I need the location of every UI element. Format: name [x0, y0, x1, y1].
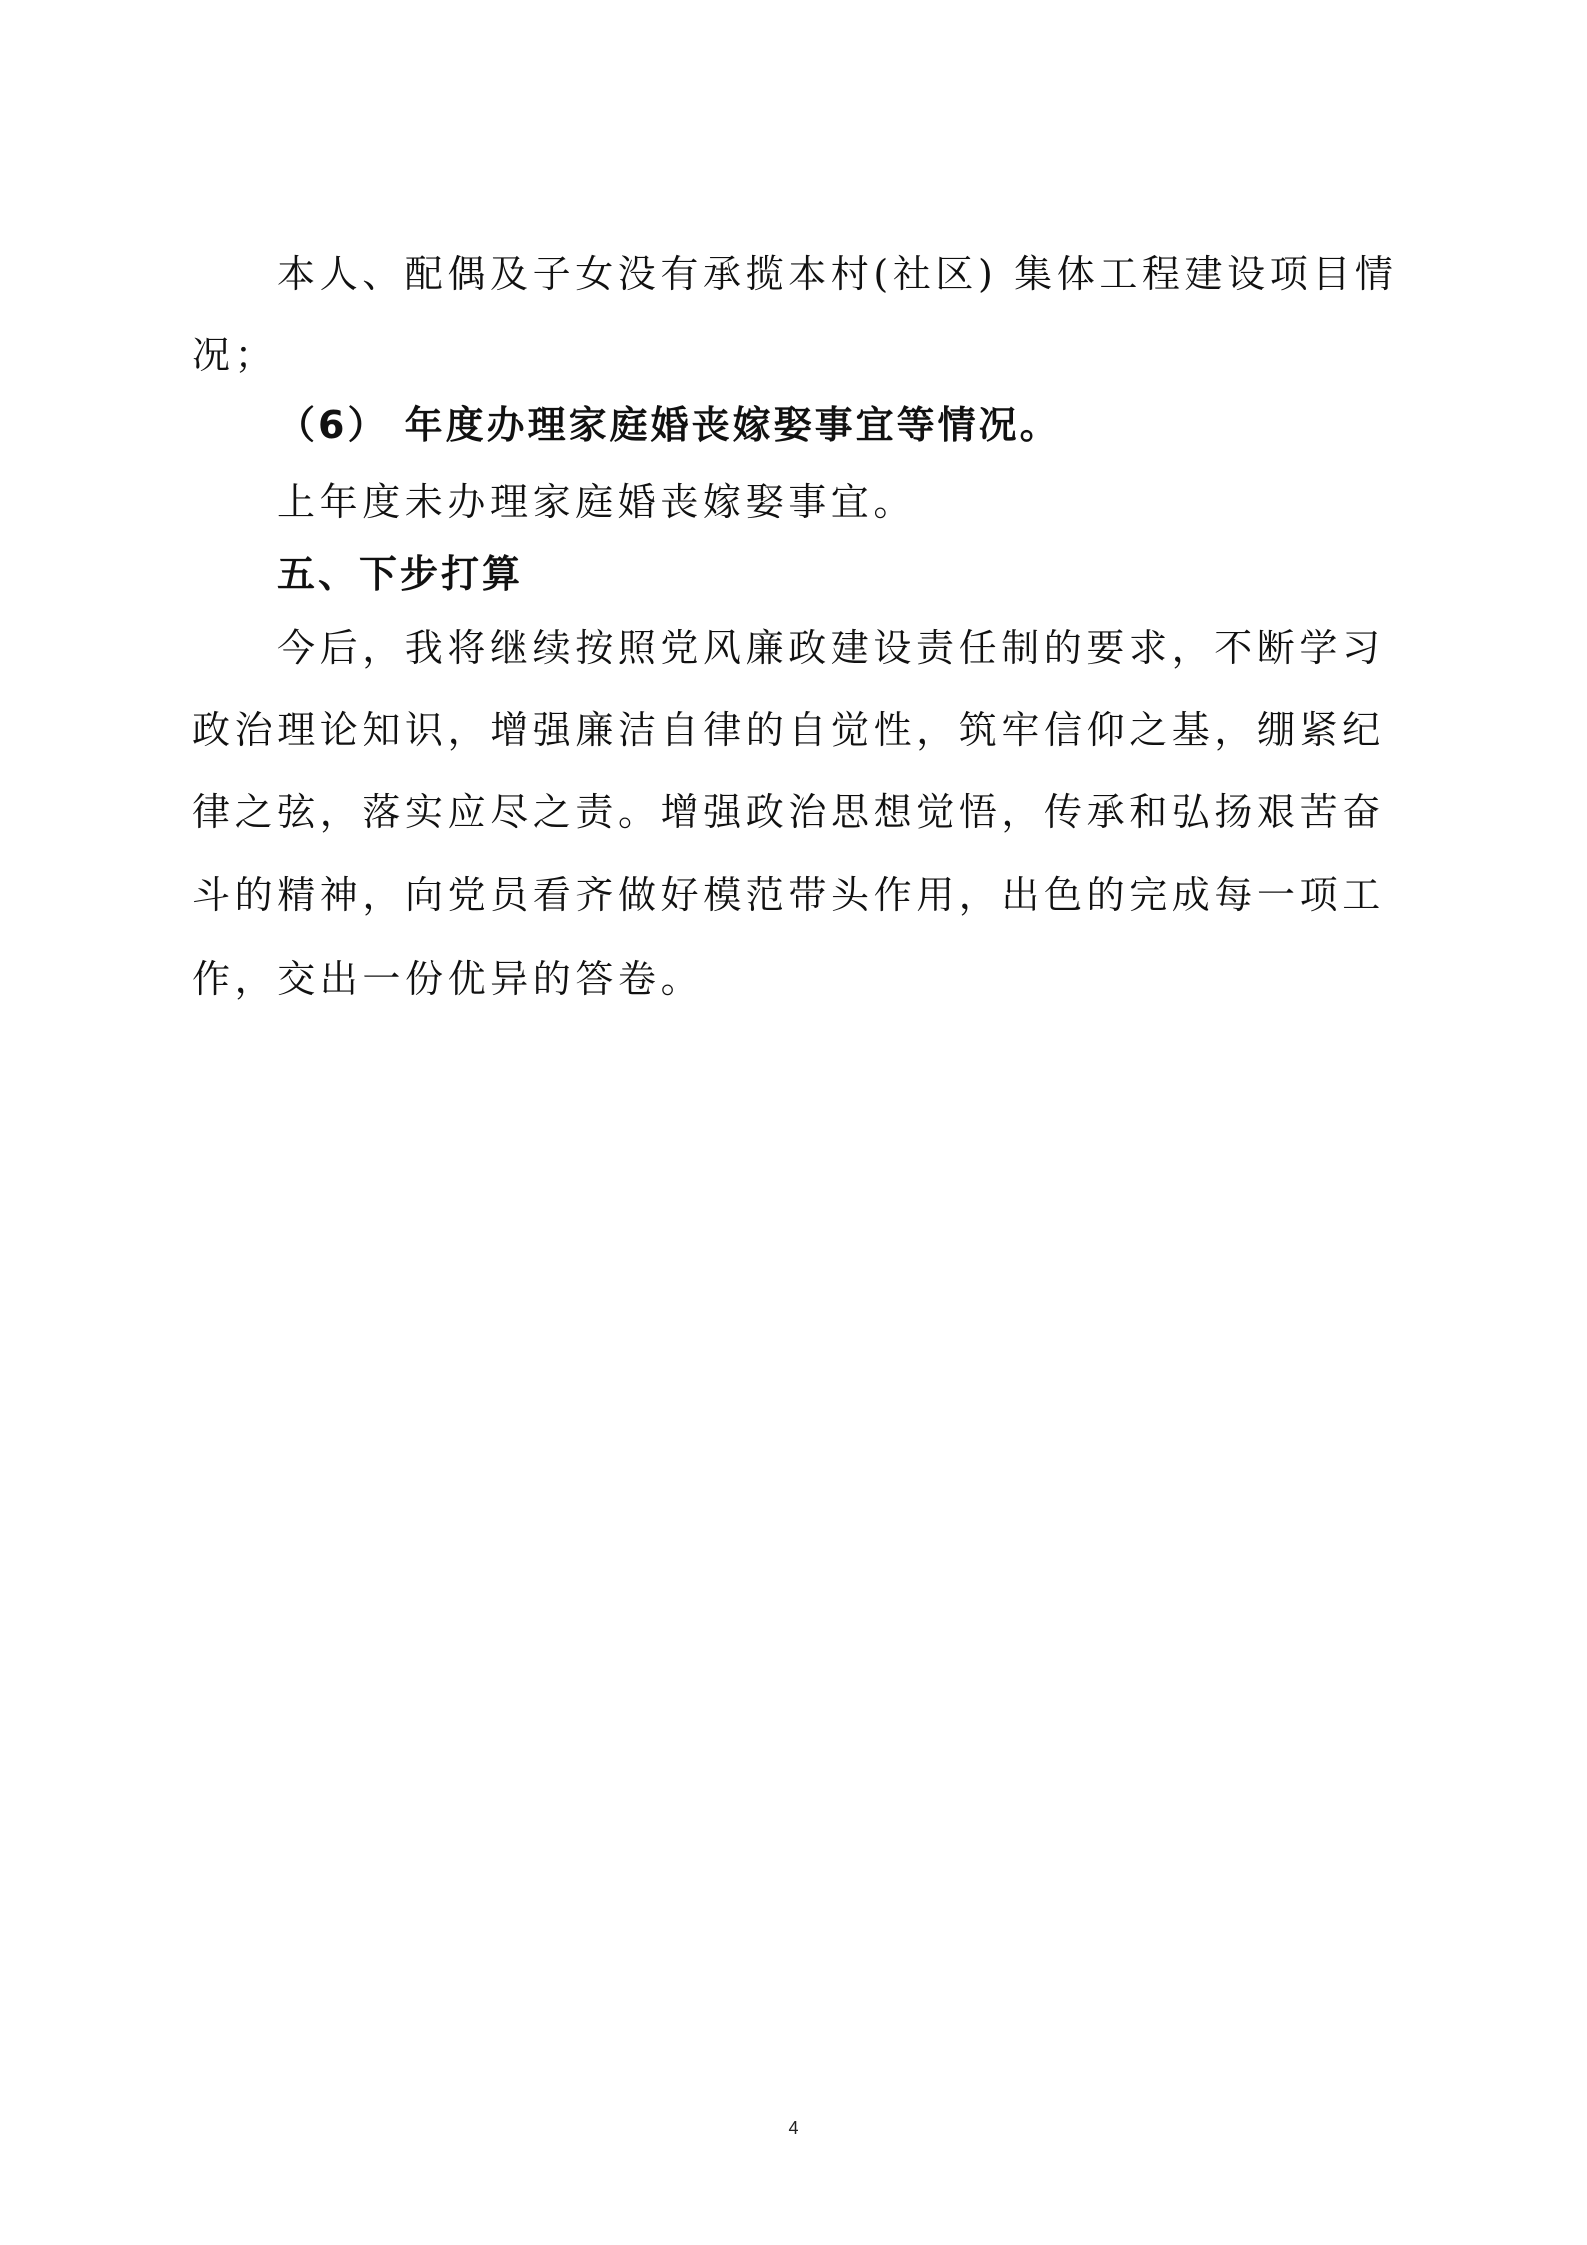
paragraph-line-3: 上年度未办理家庭婚丧嫁娶事宜。: [277, 480, 917, 524]
paragraph-line-1: 本人、配偶及子女没有承揽本村(社区) 集体工程建设项目情: [277, 252, 1398, 296]
paragraph-line-8: 作，交出一份优异的答卷。: [192, 957, 704, 1001]
paragraph-line-2: 况；: [192, 333, 278, 377]
subsection-heading-6: （6） 年度办理家庭婚丧嫁娶事宜等情况。: [277, 403, 1061, 447]
paragraph-line-5: 政治理论知识，增强廉洁自律的自觉性，筑牢信仰之基，绷紧纪: [192, 708, 1385, 752]
section-heading-next-steps: 五、下步打算: [277, 552, 524, 596]
paragraph-line-4: 今后，我将继续按照党风廉政建设责任制的要求，不断学习: [277, 626, 1385, 670]
paragraph-line-7: 斗的精神，向党员看齐做好模范带头作用，出色的完成每一项工: [192, 873, 1385, 917]
paragraph-line-6: 律之弦，落实应尽之责。增强政治思想觉悟，传承和弘扬艰苦奋: [192, 790, 1385, 834]
page-number: 4: [788, 2118, 799, 2138]
